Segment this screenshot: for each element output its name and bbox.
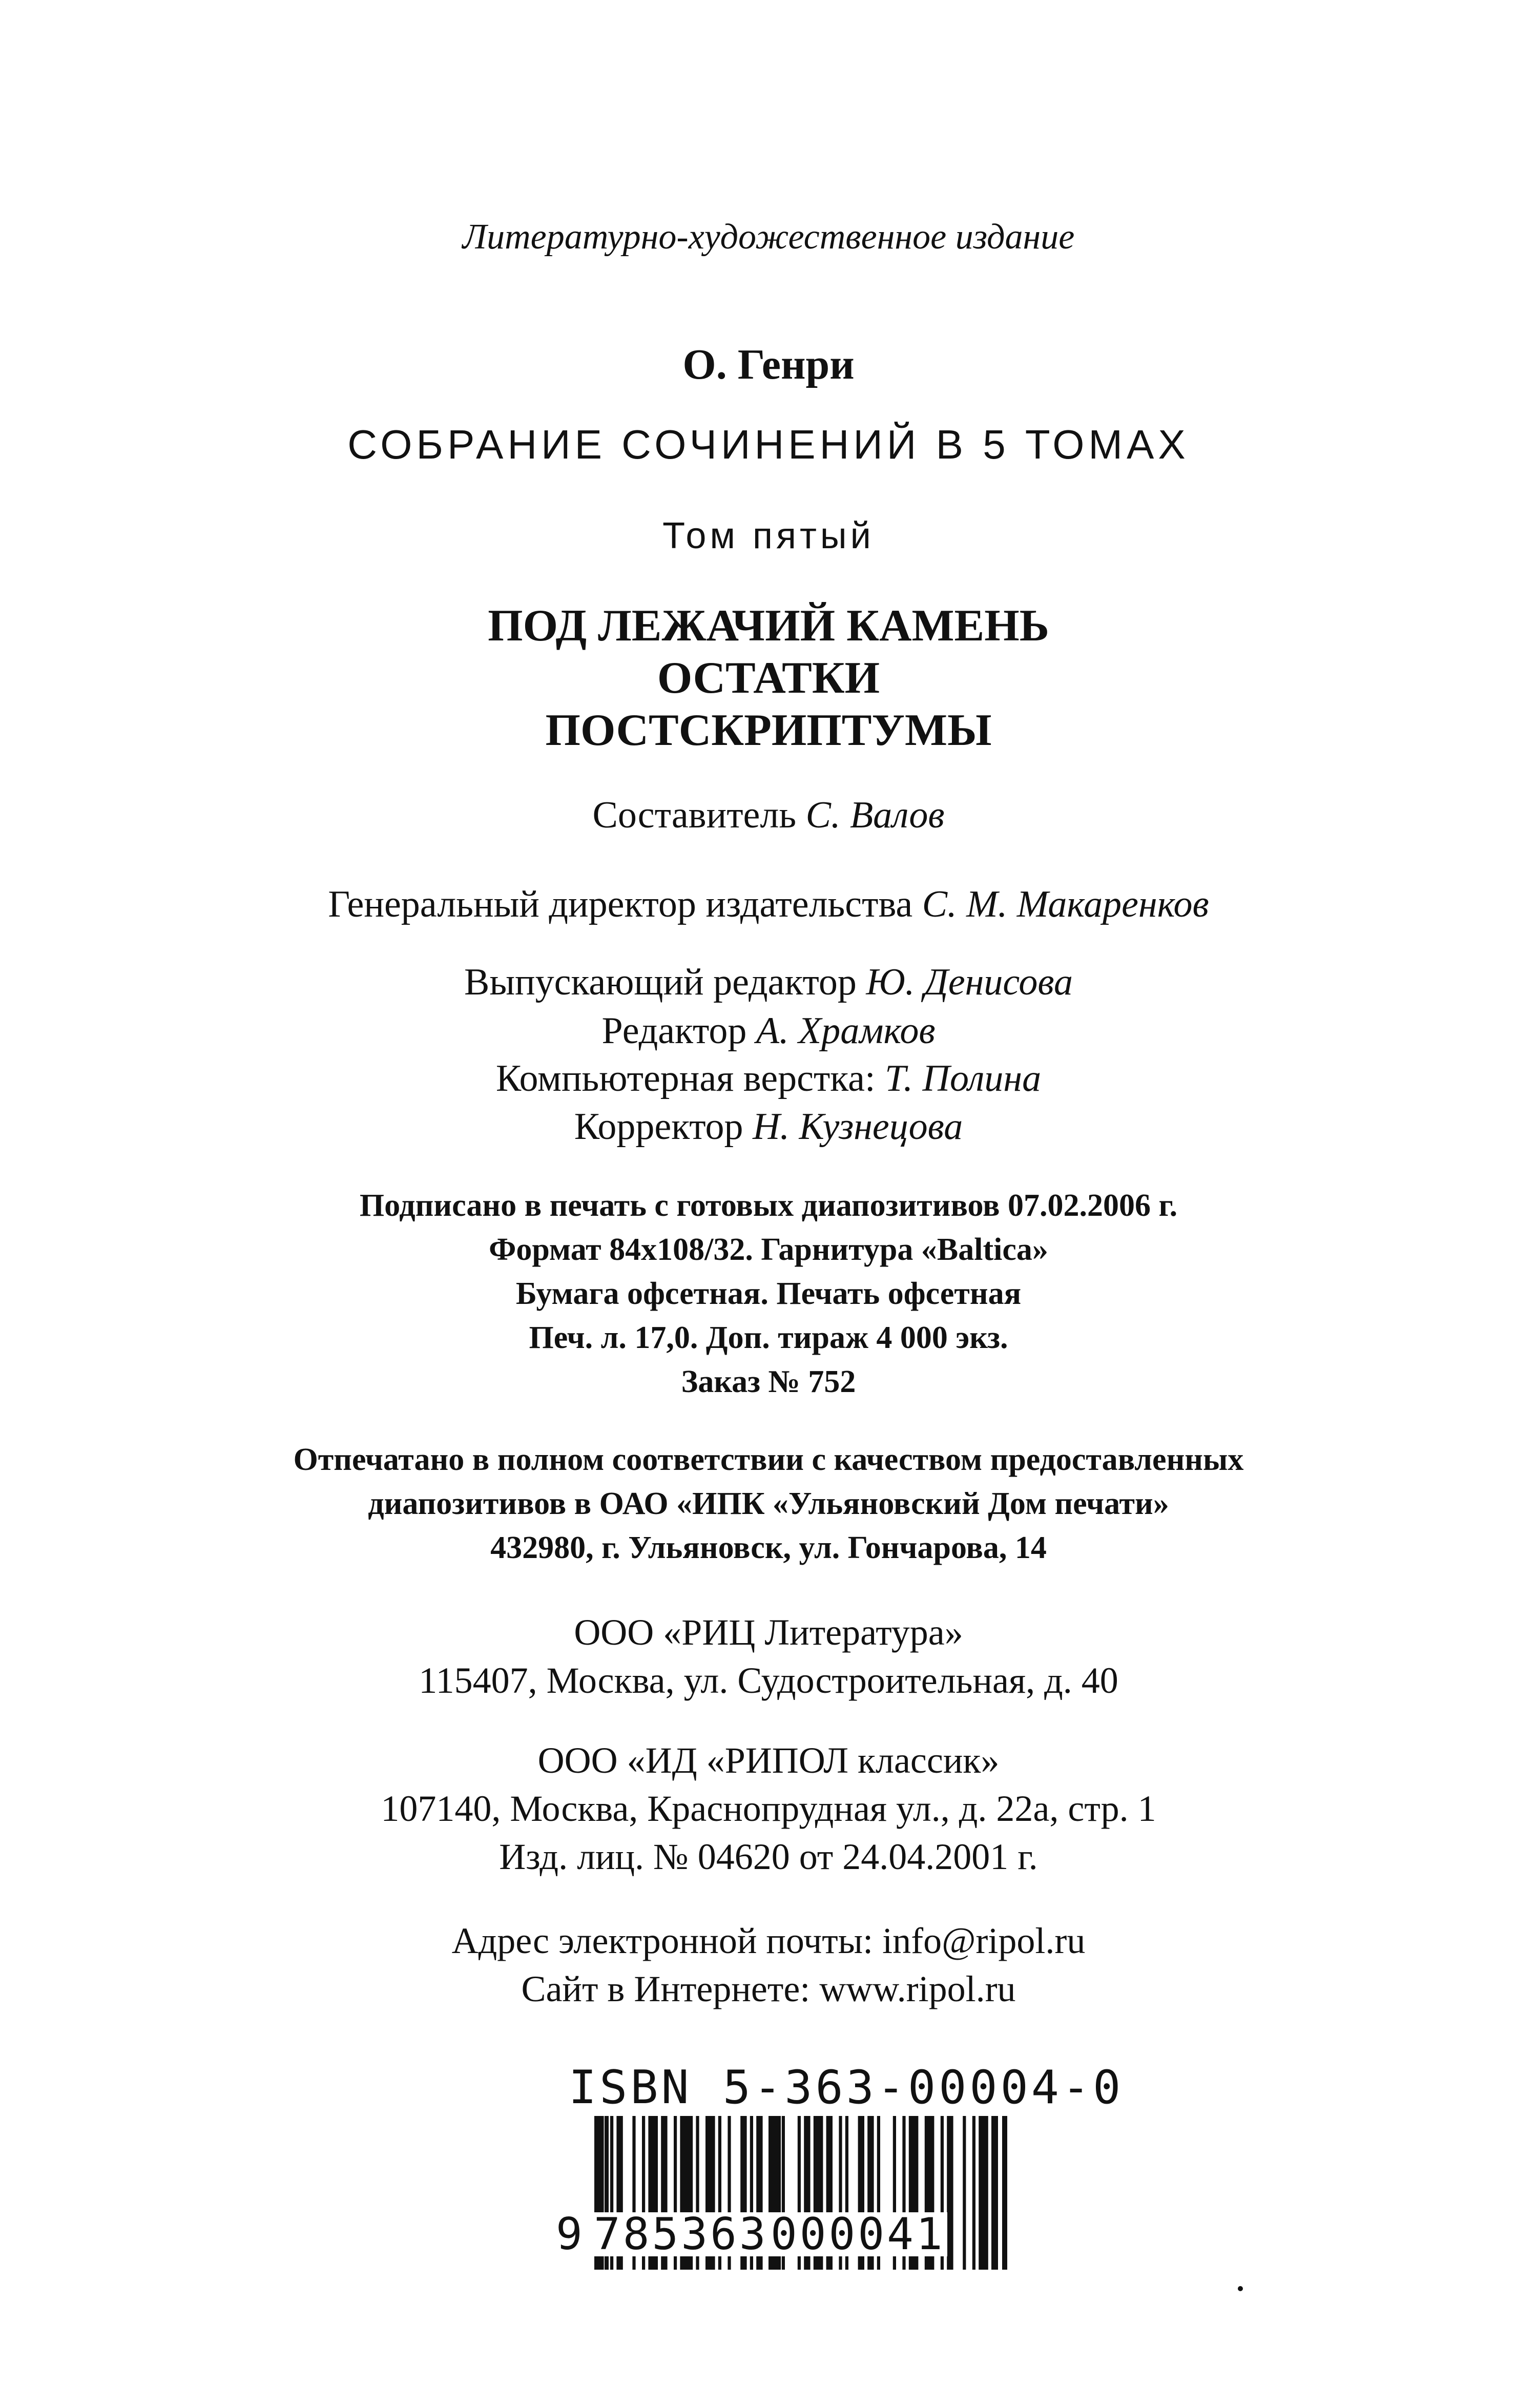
editor-credit bbox=[0, 1012, 1537, 1050]
publisher-license: Изд. лиц. № 04620 от 24.04.2001 г. bbox=[499, 1836, 1038, 1877]
book-title-2: ОСТАТКИ bbox=[657, 653, 880, 703]
printer-address: 432980, г. Ульяновск, ул. Гончарова, 14 bbox=[490, 1530, 1047, 1565]
managing-editor-credit bbox=[0, 963, 1537, 1001]
credit-name: С. М. Макаренков bbox=[922, 883, 1209, 925]
credit-role: Компьютерная верстка: bbox=[495, 1057, 876, 1099]
barcode-guard-bar bbox=[1002, 2116, 1006, 2270]
contact-website: Сайт в Интернете: www.ripol.ru bbox=[521, 1968, 1016, 2009]
barcode-bar bbox=[972, 2116, 975, 2270]
book-title-1: ПОД ЛЕЖАЧИЙ КАМЕНЬ bbox=[488, 601, 1049, 651]
credit-role: Редактор bbox=[601, 1010, 747, 1052]
layout-credit bbox=[0, 1057, 1537, 1099]
compiler-credit bbox=[0, 796, 1537, 834]
barcode-bar bbox=[947, 2116, 953, 2270]
publisher-name: ООО «ИД «РИПОЛ классик» bbox=[537, 1740, 1000, 1781]
publisher-address: 115407, Москва, ул. Судостроительная, д. 40 bbox=[419, 1660, 1118, 1701]
collection-title: СОБРАНИЕ СОЧИНЕНИЙ В 5 ТОМАХ bbox=[347, 422, 1190, 467]
print-info-line: Подписано в печать с готовых диапозитивов 07.02.2006 г. bbox=[359, 1188, 1178, 1223]
print-info-line: Заказ № 752 bbox=[681, 1364, 856, 1399]
print-info-line: Печ. л. 17,0. Доп. тираж 4 000 экз. bbox=[529, 1320, 1008, 1355]
proofreader-credit bbox=[0, 1108, 1537, 1146]
barcode-bar bbox=[963, 2116, 966, 2270]
print-info-line: Формат 84x108/32. Гарнитура «Baltica» bbox=[489, 1232, 1048, 1267]
director-credit bbox=[0, 885, 1537, 923]
print-info-line: Бумага офсетная. Печать офсетная bbox=[515, 1276, 1022, 1311]
credit-name: Т. Полина bbox=[885, 1057, 1042, 1099]
credit-name: Ю. Денисова bbox=[866, 961, 1073, 1003]
edition-type: Литературно-художественное издание bbox=[462, 217, 1075, 257]
volume-number: Том пятый bbox=[662, 515, 875, 556]
isbn-number: ISBN 5-363-00004-0 bbox=[569, 2061, 1124, 2114]
publisher-name: ООО «РИЦ Литература» bbox=[574, 1612, 963, 1653]
book-title-3: ПОСТСКРИПТУМЫ bbox=[545, 705, 992, 755]
printer-line: Отпечатано в полном соответствии с качеством предоставленных bbox=[293, 1442, 1244, 1477]
barcode-right-digits: 000041 bbox=[768, 2212, 947, 2256]
contact-email: Адрес электронной почты: info@ripol.ru bbox=[451, 1920, 1086, 1961]
credit-role: Корректор bbox=[574, 1106, 743, 1148]
printer-line: диапозитивов в ОАО «ИПК «Ульяновский Дом печати» bbox=[368, 1486, 1169, 1521]
publisher-address: 107140, Москва, Краснопрудная ул., д. 22а, стр. 1 bbox=[381, 1788, 1156, 1829]
author-name: О. Генри bbox=[682, 341, 855, 388]
barcode-first-digit: 9 bbox=[556, 2209, 583, 2260]
barcode-guard-bar bbox=[994, 2116, 998, 2270]
credit-role: Генеральный директор издательства bbox=[328, 883, 913, 925]
credit-role: Выпускающий редактор bbox=[464, 961, 857, 1003]
credit-name: А. Храмков bbox=[756, 1010, 936, 1052]
credit-name: Н. Кузнецова bbox=[753, 1106, 963, 1148]
barcode-bar bbox=[979, 2116, 988, 2270]
credit-name: С. Валов bbox=[805, 794, 945, 836]
credit-role: Составитель bbox=[592, 794, 797, 836]
print-speck bbox=[1238, 2286, 1243, 2291]
barcode-left-digits: 785363 bbox=[592, 2212, 771, 2256]
